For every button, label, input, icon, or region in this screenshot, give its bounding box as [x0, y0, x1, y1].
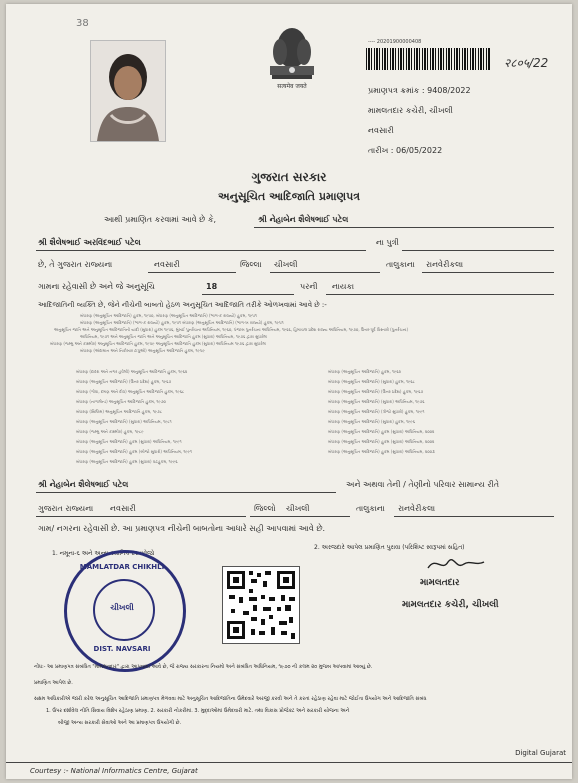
- district-value: નવસારી: [154, 260, 180, 269]
- tribe-description: આદિજાતિની વ્યક્તિ છે, જેને નીચેની બાબતો હેઠળ અનુસૂચિત આદિજાતિ તરીકે ઓળખવામાં આવે છે :-: [38, 301, 327, 309]
- state-label-2: ગુજરાત રાજ્યના: [38, 504, 94, 513]
- holder-name: શ્રી નેહાબેન શૈલેષભાઈ પટેલ: [258, 215, 349, 224]
- jilla-label-2: જિલ્લો: [254, 504, 276, 513]
- family-text: અને અથવા તેની / તેણીનો પરિવાર સામાન્ય રીતે: [346, 480, 500, 489]
- legal-order-line: બંધારણ (અનુસૂચિત આદિજાતિ) હુકમ (સુધારા) અધિનિયમ, ૧૯૯૧: [76, 439, 182, 444]
- note-line: પ્રમાણિત આપેલ છે.: [34, 680, 73, 686]
- legal-order-line: બંધારણ (અનુસૂચિત આદિજાતિ) હુકમ (સુધારા) અધિનિયમ, ૨૦૦૨: [328, 429, 435, 434]
- legal-order-line: બંધારણ (જમ્મુ અને કાશ્મીર) અનુસૂચિત આદિજાતિ હુકમ, ૧૯૫૯ અનુસૂચિત આદિજાતિ હુકમ (સુધારા) અધિનિયમ ૧૯૭૬ દ્વારા સુધારેલ: [50, 341, 266, 346]
- seal-bottom-text: DIST. NAVSARI: [93, 645, 151, 653]
- village-value: રાનવેરીકલા: [426, 260, 464, 269]
- basis-item-2: 2. અરજદારે આપેલ પ્રમાણિત પુરાવા (પરિશિષ્ટ સ્વરૂપમાં સહિત): [314, 544, 465, 551]
- seal-center-text: ચીખલી: [110, 603, 134, 612]
- certificate-page: [6, 4, 572, 779]
- qr-code: [222, 566, 300, 644]
- father-name: શ્રી શૈલેષભાઈ અરવિંદભાઈ પટેલ: [38, 238, 141, 247]
- holder-name-repeat: શ્રી નેહાબેન શૈલેષભાઈ પટેલ: [38, 480, 129, 489]
- legal-order-line: બંધારણ (અનુસૂચિત આદિજાતિ) હુકમ, ૧૯૬૨: [328, 369, 401, 374]
- notes-block: [34, 664, 564, 726]
- legal-order-line: બંધારણ (દાદરા અને નગર હવેલી) અનુસૂચિત આદિજાતિ હુકમ, ૧૯૬૨: [76, 369, 188, 374]
- schedule-number: 18: [206, 282, 218, 291]
- footer: [6, 749, 572, 779]
- page-number: 38: [76, 18, 89, 29]
- signatory-title: મામલતદાર: [420, 578, 460, 588]
- handwritten-reference: २८०५/22: [504, 56, 549, 70]
- legal-order-line: બંધારણ (અનુસૂચિત આદિજાતિ) (ત્રીજો સુધારો) હુકમ, ૧૯૯૧: [328, 409, 425, 414]
- note-line: નોંધ:- આ પ્રમાણપત્ર સંબંધિત "મામલતદાર" દ્વારા આપવામાં આવે છે, જે રાજ્ય સરકારના નિયમો અને સંબંધિત અધિનિયમ, ૧૯૭૦ ની કલમ ૨૦ મુજબ આપવામાં આવ્યું છે.: [34, 664, 373, 670]
- certificate-number: પ્રમાણપત્ર ક્રમાંક : 9408/2022: [368, 86, 471, 95]
- jilla-label: જિલ્લા: [240, 260, 262, 269]
- seal-top-text: MAMLATDAR CHIKHLI: [79, 563, 165, 571]
- barcode: [366, 48, 490, 70]
- legal-order-line: બંધારણ (અનુસૂચિત આદિજાતિ) (સુધારા) હુકમ, ૧૯૬૮: [328, 379, 415, 384]
- note-line: 1. ઉપર દર્શાવેલ નીતિ સિવાય વિશેષ રહેઠાણ પ્રમાણ. 2. સરકારી નોકરીમાં. 3. મુદ્દાઓમાં ઉમેદવારી માટે. તથા વિકાસ પ્રોજેક્ટ અને સરકારી યોજના અને: [46, 708, 350, 714]
- legal-order-line: બંધારણ (અનુસૂચિત આદિજાતિ) હુકમ (સુધારા) વટહુકમ, ૧૯૯૬: [76, 459, 178, 464]
- legal-orders-left-column: [76, 370, 316, 470]
- national-emblem: [264, 24, 320, 92]
- tribe-label: પરની: [300, 282, 318, 291]
- legal-order-line: બંધારણ (અનુસૂચિત આદિજાતિ) (સુધારા) હુકમ, ૧૯૯૬: [328, 419, 416, 424]
- legal-order-line: બંધારણ (અનુસૂચિત આદિજાતિ) (ભાગ-ક રાજ્યો) હુકમ, ૧૯૫૧ બંધારણ (અનુસૂચિત આદિજાતિ) (ભાગ-ખ રાજ્યો) હુકમ, ૧૯૫૧: [80, 320, 284, 325]
- taluka-value: ચીખલી: [274, 260, 298, 269]
- footer-brand: Digital Gujarat: [515, 749, 566, 757]
- taluka-value-2: ચીખલી: [286, 504, 310, 513]
- village-value-2: રાનવેરીકલા: [398, 504, 436, 513]
- relation-label: ના પુત્રી: [376, 238, 399, 247]
- resident-label: ગામના રહેવાસી છે અને જે અનુસૂચિ: [38, 282, 155, 291]
- legal-order-line: અનુસૂચિત જાતિ અને અનુસૂચિત આદિજાતિની યાદી (સુધારા) હુકમ ૧૯૫૬, મુંબઈ પુનર્રચના અધિનિયમ, ૧૯૬૦, પંજાબ પુનર્રચના અધિનિયમ, ૧૯૬૬, હિમાચલ પ્રદેશ રાજ્ય અધિનિયમ, ૧૯૭૦, ઉત્તર-પૂર્વ વિસ્તારો (પુનર્રચના): [54, 327, 409, 332]
- footer-courtesy: Courtesy :- National Informatics Centre, Gujarat: [30, 767, 198, 775]
- legal-order-line: બંધારણ (અનુસૂચિત આદિજાતિ) હુકમ (સુધારા) અધિનિયમ, ૨૦૦૨: [328, 439, 435, 444]
- signatory-office: મામલતદાર કચેરી, ચીખલી: [402, 600, 499, 610]
- legal-order-line: બંધારણ (અનુસૂચિત આદિજાતિ) (ઉત્તર પ્રદેશ) હુકમ, ૧૯૬૭: [328, 389, 424, 394]
- legal-order-line: બંધારણ (ગોવા, દમણ અને દીવ) અનુસૂચિત આદિજાતિ હુકમ, ૧૯૬૮: [76, 389, 185, 394]
- state-label: છે, તે ગુજરાત રાજ્યના: [38, 260, 113, 269]
- legal-order-line: બંધારણ (અનુસૂચિત આદિજાતિ) (સુધારા) અધિનિયમ, ૧૯૭૬: [328, 399, 425, 404]
- certify-text: આથી પ્રમાણિત કરવામાં આવે છે કે,: [104, 215, 217, 224]
- svg-text:सत्यमेव जयते: सत्यमेव जयते: [277, 83, 307, 90]
- legal-order-line: બંધારણ (અનુસૂચિત આદિજાતિ) (ઉત્તર પ્રદેશ) હુકમ, ૧૯૬૭: [76, 379, 172, 384]
- legal-orders-right-column: [328, 370, 558, 460]
- residence-basis-text: ગામ/ નગરના રહેવાસી છે. આ પ્રમાણપત્ર નીચેની બાબતોના આધારે સહી આપવામાં આવે છે.: [38, 524, 326, 533]
- officer-signature: [426, 552, 486, 576]
- applicant-photo: [90, 40, 166, 142]
- government-title: ગુજરાત સરકાર: [251, 170, 327, 184]
- legal-order-line: બંધારણ (અનુસૂચિત આદિજાતિ) (સુધારા) અધિનિયમ, ૧૯૮૧: [76, 419, 172, 424]
- district-value-2: નવસારી: [110, 504, 136, 513]
- note-line: બીજી અન્ય સરકારી સેવાઓ અને આ પ્રમાણપત્ર ઉપયોગી છે.: [58, 720, 182, 726]
- issue-date: તારીખ : 06/05/2022: [368, 146, 443, 155]
- legal-order-line: બંધારણ (અનુસૂચિત આદિજાતિ) હુકમ (સુધારા) અધિનિયમ, ૨૦૦૩: [328, 449, 435, 454]
- legal-order-line: બંધારણ (અંદામાન અને નિકોબાર ટાપુઓ) અનુસૂચિત આદિજાતિ હુકમ, ૧૯૫૯: [80, 348, 205, 353]
- legal-order-line: બંધારણ (સિક્કિમ) અનુસૂચિત આદિજાતિ હુકમ, ૧૯૭૮: [76, 409, 163, 414]
- legal-order-line: બંધારણ (અનુસૂચિત આદિજાતિ) હુકમ (બીજો સુધારો) અધિનિયમ, ૧૯૯૧: [76, 449, 192, 454]
- basis-item-1: 1. નમૂના-૬ અને અન્ય સ્થાનિક દસ્તાવેજો: [52, 550, 155, 557]
- mamlatdar-seal: [64, 550, 186, 672]
- legal-order-line: બંધારણ (નાગાલેન્ડ) અનુસૂચિત આદિજાતિ હુકમ, ૧૯૭૦: [76, 399, 166, 404]
- legal-orders-block: [50, 314, 560, 356]
- taluka-label: તાલુકાના: [386, 260, 415, 269]
- legal-order-line: બંધારણ (જમ્મુ અને કાશ્મીર) હુકમ, ૧૯૮૯: [76, 429, 144, 434]
- note-line: સક્ષમ અધિકારીએ જારી કરેલ અનુસૂચિત આદિજાતિ પ્રમાણપત્ર મેળવવા માટે અનુસૂચિત આદિજાતિના ઉમેદવારે અરજી કરવી અને તે કરતાં રહેઠાણ રહેવા માટે જોઈતા ઉપયોગ અને આદિજાતિ સંબંધ: [34, 696, 427, 702]
- taluka-label-2: તાલુકાના: [356, 504, 385, 513]
- tribe-name: નાયકા: [332, 282, 355, 291]
- issuing-office: મામલતદાર કચેરી, ચીખલી: [368, 106, 453, 115]
- barcode-number: ---- 20201900000408: [368, 39, 422, 45]
- issuing-district: નવસારી: [368, 126, 394, 135]
- legal-order-line: અધિનિયમ, ૧૯૭૧ અને અનુસૂચિત જાતિ અને અનુસૂચિત આદિજાતિ હુકમ (સુધારા) અધિનિયમ, ૧૯૭૬ દ્વારા સુધારેલ: [80, 334, 267, 339]
- certificate-title: અનુસૂચિત આદિજાતિ પ્રમાણપત્ર: [217, 190, 361, 203]
- legal-order-line: બંધારણ (અનુસૂચિત આદિજાતિ) હુકમ, ૧૯૫૦, બંધારણ (અનુસૂચિત આદિજાતિ) (ભાગ-ક રાજ્યો) હુકમ, ૧૯૫૧: [80, 313, 257, 318]
